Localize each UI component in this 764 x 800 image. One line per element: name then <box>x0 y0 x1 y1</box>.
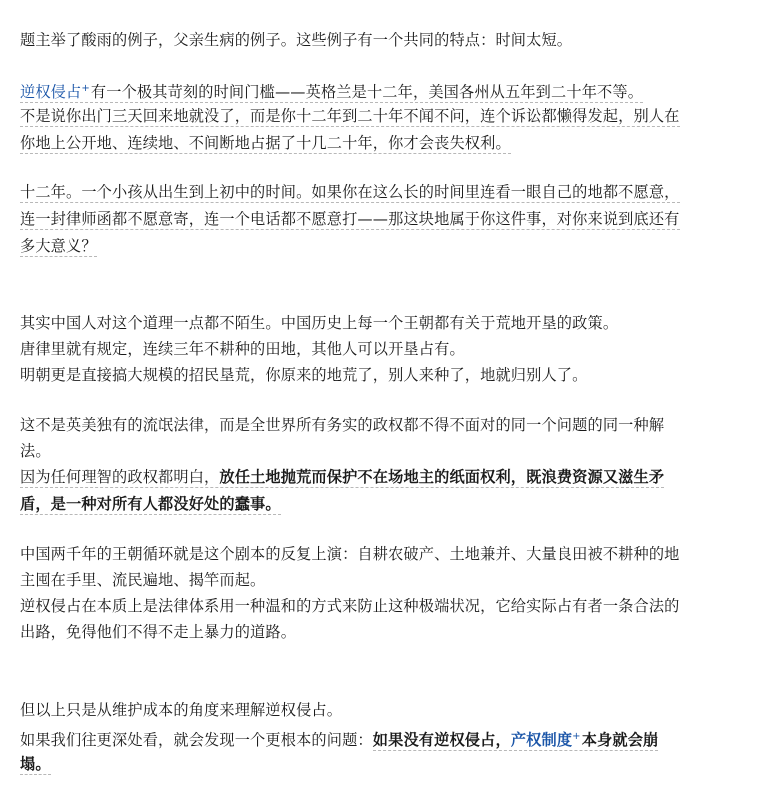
inline-underline <box>20 83 643 103</box>
underlined-text: 不是说你出门三天回来地就没了，而是你十二年到二十年不闻不问，连个诉讼都懒得发起，别人在 <box>20 107 680 125</box>
plus-icon[interactable]: + <box>81 83 90 94</box>
bold-text: 塌。 <box>20 755 51 773</box>
paragraph-line <box>20 494 281 514</box>
paragraph-line: 但以上只是从维护成本的角度来理解逆权侵占。 <box>20 701 343 719</box>
bold-text: 盾，是一种对所有人都没好处的蠢事。 <box>20 495 281 513</box>
bold-text: 如果没有逆权侵占， <box>372 731 511 749</box>
paragraph-line: 这不是英美独有的流氓法律，而是全世界所有务实的政权都不得不面对的同一个问题的同一种解 <box>20 416 665 434</box>
paragraph-line: 法。 <box>20 442 51 460</box>
paragraph-line: 出路，免得他们不得不走上暴力的道路。 <box>20 623 297 641</box>
underlined-text: 你地上公开地、连续地、不间断地占据了十几二十年，你才会丧失权利。 <box>20 134 511 152</box>
paragraph-line: 明朝更是直接搞大规模的招民垦荒，你原来的地荒了，别人来种了，地就归别人了。 <box>20 366 588 384</box>
underlined-text: 连一封律师函都不愿意寄，连一个电话都不愿意打——那这块地属于你这件事，对你来说到底还有 <box>20 210 680 228</box>
adverse-possession-link[interactable]: 逆权侵占 <box>20 83 82 101</box>
paragraph-line: 中国两千年的王朝循环就是这个剧本的反复上演：自耕农破产、土地兼并、大量良田被不耕种的地 <box>20 545 680 563</box>
sentence-text: 有一个极其苛刻的时间门槛——英格兰是十二年，美国各州从五年到二十年不等。 <box>90 83 644 101</box>
underlined-text: 十二年。一个小孩从出生到上初中的时间。如果你在这么长的时间里连看一眼自己的地都不愿意， <box>20 183 680 201</box>
paragraph-line <box>20 182 680 202</box>
paragraph-line <box>20 727 658 750</box>
sentence-text: 如果我们往更深处看，就会发现一个更根本的问题： <box>20 731 373 749</box>
paragraph-line <box>20 106 680 126</box>
paragraph-line <box>20 754 51 774</box>
paragraph-line <box>20 467 664 487</box>
paragraph-line <box>20 133 511 153</box>
underlined-text: 多大意义？ <box>20 237 97 255</box>
paragraph-line <box>20 79 643 102</box>
paragraph-line: 主囤在手里、流民遍地、揭竿而起。 <box>20 571 266 589</box>
sentence-text: 因为任何理智的政权都明白， <box>20 468 220 486</box>
property-rights-link[interactable]: 产权制度 <box>510 731 573 749</box>
paragraph-line: 逆权侵占在本质上是法律体系用一种温和的方式来防止这种极端状况，它给实际占有者一条合法的 <box>20 597 680 615</box>
paragraph-line: 唐律里就有规定，连续三年不耕种的田地，其他人可以开垦占有。 <box>20 340 465 358</box>
paragraph-line: 题主举了酸雨的例子，父亲生病的例子。这些例子有一个共同的特点：时间太短。 <box>20 31 573 49</box>
underlined-text <box>373 731 659 751</box>
paragraph-line: 其实中国人对这个道理一点都不陌生。中国历史上每一个王朝都有关于荒地开垦的政策。 <box>20 314 619 332</box>
bold-text: 放任土地抛荒而保护不在场地主的纸面权利，既浪费资源又滋生矛 <box>219 468 665 486</box>
plus-icon[interactable]: + <box>572 731 581 742</box>
paragraph-line <box>20 236 97 256</box>
underlined-text <box>20 468 664 488</box>
paragraph-line <box>20 209 680 229</box>
bold-text: 本身就会崩 <box>581 731 659 749</box>
